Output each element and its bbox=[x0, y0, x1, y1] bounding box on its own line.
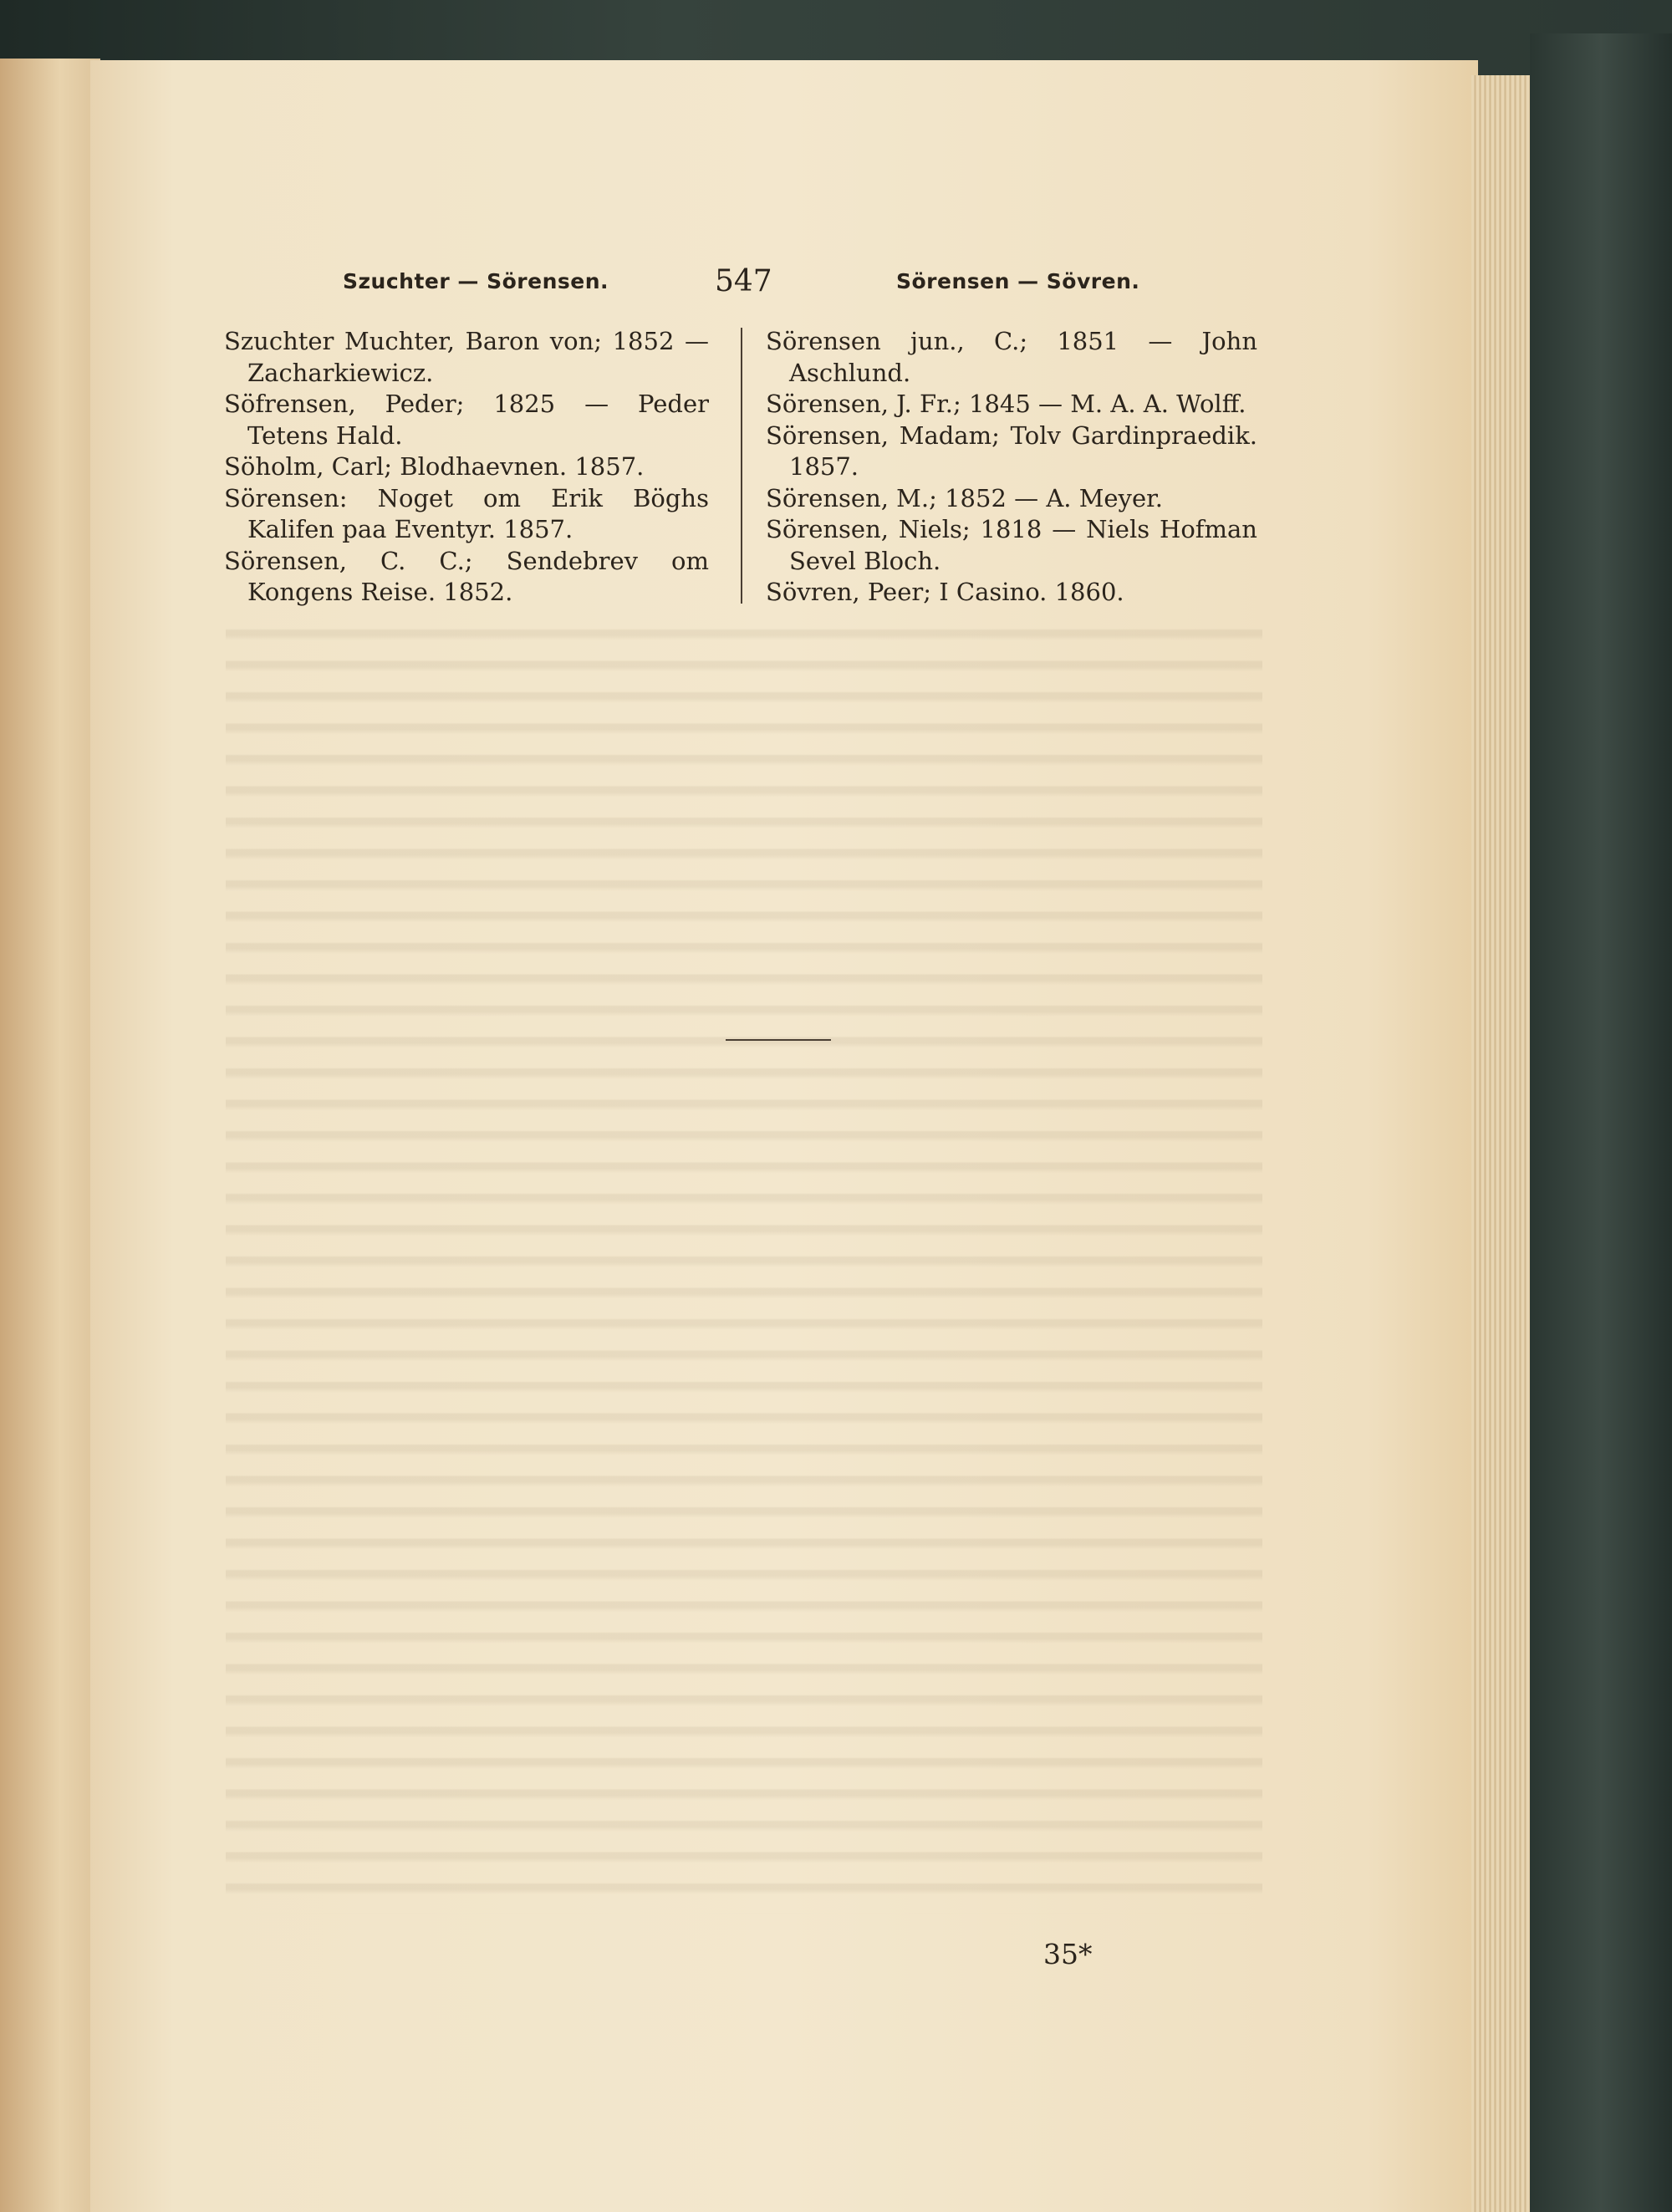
entry: Sörensen: Noget om Erik Böghs Kalifen paa Eventyr. 1857. bbox=[224, 483, 709, 543]
page-number: 547 bbox=[715, 264, 772, 298]
running-header bbox=[0, 264, 1672, 301]
entry: Söholm, Carl; Blodhaevnen. 1857. bbox=[224, 452, 645, 481]
book-cover-right bbox=[1530, 33, 1672, 2212]
page-stack-edges bbox=[1471, 75, 1530, 2212]
entry: Söfrensen, Peder; 1825 — Peder Tetens Hald. bbox=[224, 390, 709, 450]
entry: Szuchter Muchter, Baron von; 1852 — Zacharkiewicz. bbox=[224, 327, 709, 387]
right-running-head: Sörensen — Sövren. bbox=[896, 269, 1140, 293]
right-column bbox=[766, 326, 1257, 609]
entry: Sörensen, Niels; 1818 — Niels Hofman Sevel Bloch. bbox=[766, 515, 1257, 575]
column-divider bbox=[741, 328, 742, 604]
left-running-head: Szuchter — Sörensen. bbox=[343, 269, 609, 293]
signature-mark: 35* bbox=[1043, 1938, 1093, 1970]
entry: Sörensen, C. C.; Sendebrev om Kongens Reise. 1852. bbox=[224, 546, 709, 606]
entry: Sörensen, Madam; Tolv Gardinpraedik. 1857. bbox=[766, 420, 1257, 481]
facing-page-edge bbox=[0, 59, 100, 2212]
show-through-text bbox=[226, 610, 1262, 1914]
entry: Sövren, Peer; I Casino. 1860. bbox=[766, 578, 1124, 606]
entry: Sörensen jun., C.; 1851 — John Aschlund. bbox=[766, 327, 1257, 387]
entry: Sörensen, J. Fr.; 1845 — M. A. A. Wolff. bbox=[766, 390, 1246, 418]
left-column bbox=[224, 326, 709, 609]
end-rule bbox=[726, 1039, 831, 1041]
entry: Sörensen, M.; 1852 — A. Meyer. bbox=[766, 483, 1164, 512]
